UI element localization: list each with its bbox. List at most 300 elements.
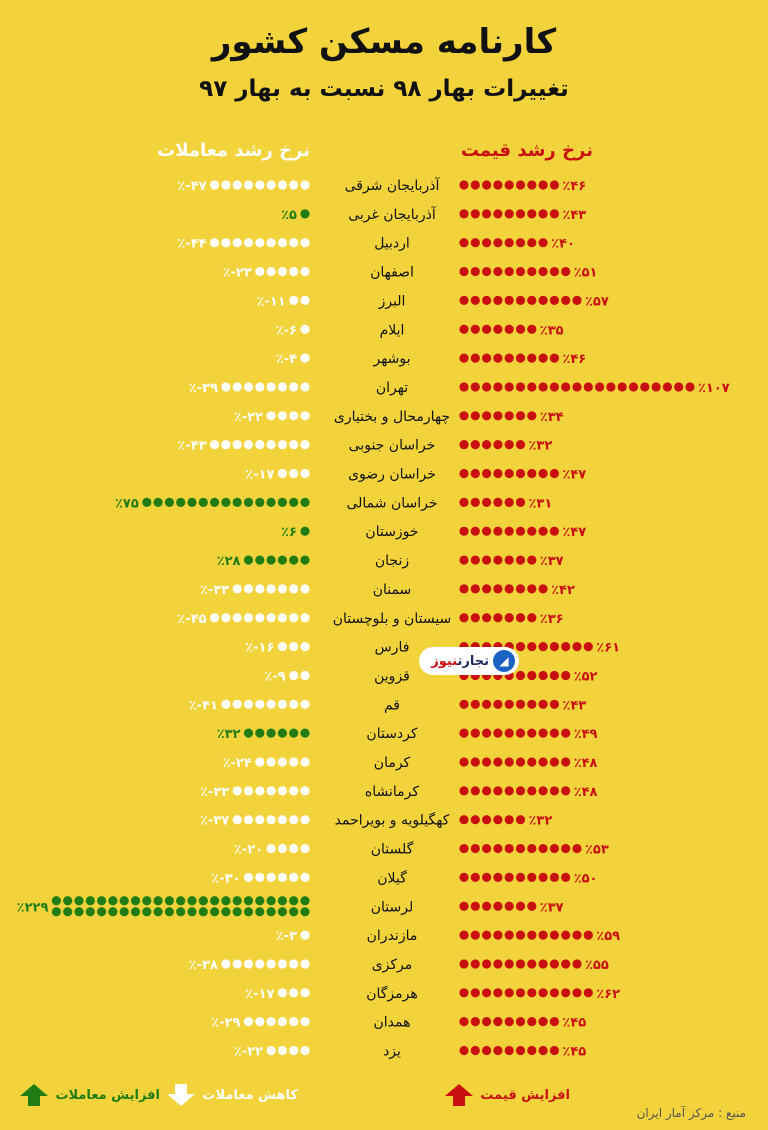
price-dot xyxy=(505,988,514,997)
price-value-label: ٪۳۲ xyxy=(528,438,553,454)
price-dot xyxy=(459,354,468,363)
price-dot xyxy=(471,296,480,305)
watermark-logo xyxy=(419,647,519,675)
transaction-dot xyxy=(244,873,253,882)
price-dot xyxy=(482,844,491,853)
transaction-dot xyxy=(120,896,129,905)
transaction-dot xyxy=(165,907,174,916)
price-dot xyxy=(539,959,548,968)
price-dot xyxy=(550,988,559,997)
price-dot xyxy=(584,642,593,651)
transaction-dot xyxy=(244,786,253,795)
price-dot xyxy=(527,729,536,738)
transaction-dot xyxy=(221,613,230,622)
transaction-value-label: ٪-۱۶ xyxy=(245,640,275,656)
transaction-dot xyxy=(278,786,287,795)
price-dot xyxy=(471,757,480,766)
transaction-dot xyxy=(244,613,253,622)
price-dot xyxy=(527,354,536,363)
price-dot xyxy=(459,469,468,478)
transaction-dot xyxy=(108,907,117,916)
price-dot xyxy=(539,209,548,218)
price-value-label: ٪۴۷ xyxy=(562,467,587,483)
price-dot xyxy=(527,1017,536,1026)
price-dot xyxy=(505,1046,514,1055)
transaction-value-label: ٪-۴۵ xyxy=(177,611,207,627)
transaction-dot xyxy=(289,411,298,420)
transaction-dot xyxy=(267,1046,276,1055)
transaction-dot xyxy=(221,959,230,968)
transaction-value-label: ٪-۳۹ xyxy=(188,380,218,396)
transaction-dot xyxy=(278,267,287,276)
price-value-label: ٪۴۲ xyxy=(551,582,575,598)
chart-subtitle: تغییرات بهار ۹۸ نسبت به بهار ۹۷ xyxy=(199,76,569,102)
legend-price-increase xyxy=(444,1083,570,1107)
price-dot xyxy=(482,267,491,276)
price-dot xyxy=(482,815,491,824)
price-dot xyxy=(527,267,536,276)
price-dot xyxy=(471,584,480,593)
transaction-dot xyxy=(199,896,208,905)
price-dot xyxy=(550,354,559,363)
transaction-dot xyxy=(154,498,163,507)
price-dot xyxy=(505,786,514,795)
price-dot xyxy=(482,931,491,940)
transaction-dot xyxy=(300,873,309,882)
price-value-label: ٪۵۳ xyxy=(585,842,609,858)
price-dot xyxy=(550,959,559,968)
transaction-dot xyxy=(289,1017,298,1026)
price-dot xyxy=(505,555,514,564)
price-value-label: ٪۵۰ xyxy=(573,871,598,887)
price-dot xyxy=(471,931,480,940)
transaction-dot xyxy=(289,671,298,680)
price-dot xyxy=(459,411,468,420)
price-dot xyxy=(505,757,514,766)
price-dot xyxy=(459,729,468,738)
price-dot xyxy=(572,382,581,391)
price-dot xyxy=(539,873,548,882)
price-dot xyxy=(459,700,468,709)
price-dot xyxy=(459,209,468,218)
province-label: اصفهان xyxy=(370,264,414,281)
transaction-dot xyxy=(278,613,287,622)
transaction-value-label: ٪-۴۷ xyxy=(177,179,207,194)
price-value-label: ٪۵۱ xyxy=(573,265,598,281)
price-value-label: ٪۴۹ xyxy=(573,727,598,743)
price-dot xyxy=(561,959,570,968)
price-dot xyxy=(550,931,559,940)
price-dot xyxy=(471,959,480,968)
price-value-label: ٪۴۵ xyxy=(562,1044,587,1060)
price-dot xyxy=(539,469,548,478)
transaction-dot xyxy=(244,382,253,391)
price-dot xyxy=(539,296,548,305)
legend-price-label: افزایش قیمت xyxy=(480,1087,570,1103)
price-dot xyxy=(505,527,514,536)
province-label: گیلان xyxy=(377,870,407,887)
transaction-dot xyxy=(187,907,196,916)
price-dot xyxy=(516,1017,525,1026)
price-dot xyxy=(527,959,536,968)
price-dot xyxy=(471,555,480,564)
transaction-dot xyxy=(278,180,287,189)
price-dot xyxy=(471,700,480,709)
price-dot xyxy=(516,844,525,853)
transaction-dot xyxy=(289,382,298,391)
price-dot xyxy=(527,180,536,189)
price-dot xyxy=(663,382,672,391)
price-dot xyxy=(493,815,502,824)
transaction-dot xyxy=(233,180,242,189)
transaction-dot xyxy=(300,469,309,478)
price-dot xyxy=(459,238,468,247)
price-dot xyxy=(459,527,468,536)
transaction-dot xyxy=(289,555,298,564)
transaction-dot xyxy=(267,700,276,709)
logo-mark-icon: ◢ xyxy=(493,650,515,672)
transaction-dot xyxy=(289,757,298,766)
price-dot xyxy=(505,180,514,189)
price-dot xyxy=(561,786,570,795)
province-label: تهران xyxy=(375,379,409,396)
price-dot xyxy=(550,527,559,536)
price-dot xyxy=(550,1046,559,1055)
transaction-dot xyxy=(300,671,309,680)
price-dot xyxy=(471,498,480,507)
transaction-value-label: ٪-۳۰ xyxy=(211,871,241,887)
price-dot xyxy=(493,382,502,391)
transaction-dot xyxy=(142,896,151,905)
price-dot xyxy=(471,440,480,449)
transaction-dot xyxy=(300,613,309,622)
price-dot xyxy=(539,382,548,391)
transaction-dot xyxy=(278,729,287,738)
price-dot xyxy=(550,671,559,680)
price-dot xyxy=(550,267,559,276)
province-label: مازندران xyxy=(366,928,418,945)
transaction-dot xyxy=(300,896,309,905)
price-dot xyxy=(505,209,514,218)
price-dot xyxy=(561,988,570,997)
transaction-value-label: ٪-۴ xyxy=(275,352,297,368)
transaction-value-label: ٪-۴۳ xyxy=(177,438,207,454)
price-dot xyxy=(561,671,570,680)
price-dot xyxy=(459,267,468,276)
price-dot xyxy=(482,555,491,564)
price-value-label: ٪۴۵ xyxy=(562,1015,587,1031)
transaction-dot xyxy=(267,959,276,968)
price-dot xyxy=(539,180,548,189)
transaction-dot xyxy=(221,180,230,189)
transaction-dot xyxy=(289,786,298,795)
transaction-dot xyxy=(176,896,185,905)
price-value-label: ٪۴۳ xyxy=(562,698,587,714)
province-label: کردستان xyxy=(366,726,418,743)
price-dot xyxy=(482,1017,491,1026)
price-dot xyxy=(561,844,570,853)
transaction-dot xyxy=(300,844,309,853)
price-dot xyxy=(459,584,468,593)
price-dot xyxy=(482,498,491,507)
price-dot xyxy=(493,613,502,622)
transaction-value-label: ٪-۲۲ xyxy=(233,409,264,425)
transaction-value-label: ٪-۲۰ xyxy=(233,842,264,858)
price-dot xyxy=(674,382,683,391)
transaction-dot xyxy=(221,700,230,709)
price-dot xyxy=(471,209,480,218)
price-dot xyxy=(459,325,468,334)
price-dot xyxy=(482,1046,491,1055)
transaction-dot xyxy=(289,642,298,651)
price-dot xyxy=(516,527,525,536)
transaction-dot xyxy=(278,988,287,997)
price-dot xyxy=(505,325,514,334)
transaction-dot xyxy=(289,440,298,449)
price-dot xyxy=(527,873,536,882)
transaction-dot xyxy=(187,896,196,905)
price-dot xyxy=(493,931,502,940)
transaction-value-label: ٪-۴۴ xyxy=(177,236,207,252)
price-dot xyxy=(459,959,468,968)
transaction-dot xyxy=(74,907,83,916)
transaction-dot xyxy=(278,757,287,766)
transaction-dot xyxy=(289,907,298,916)
transaction-dot xyxy=(233,498,242,507)
price-dot xyxy=(572,931,581,940)
transaction-dot xyxy=(267,815,276,824)
price-dot xyxy=(482,757,491,766)
transaction-dot xyxy=(289,613,298,622)
transaction-dot xyxy=(289,1046,298,1055)
province-label: اردبیل xyxy=(374,235,410,252)
price-dot xyxy=(493,729,502,738)
province-label: مرکزی xyxy=(371,956,413,973)
price-dot xyxy=(516,354,525,363)
transaction-dot xyxy=(244,959,253,968)
province-label: خراسان جنوبی xyxy=(348,437,436,454)
price-dot xyxy=(505,382,514,391)
transaction-dot xyxy=(176,498,185,507)
transaction-dot xyxy=(142,498,151,507)
price-dot xyxy=(505,440,514,449)
transaction-dot xyxy=(131,907,140,916)
transaction-dot xyxy=(267,896,276,905)
transaction-dot xyxy=(267,555,276,564)
transaction-dot xyxy=(255,267,264,276)
price-dot xyxy=(471,267,480,276)
transaction-dot xyxy=(267,757,276,766)
transaction-dot xyxy=(300,988,309,997)
transaction-dot xyxy=(300,959,309,968)
transaction-dot xyxy=(244,498,253,507)
price-dot xyxy=(459,815,468,824)
price-dot xyxy=(471,411,480,420)
transaction-dot xyxy=(289,180,298,189)
province-label: لرستان xyxy=(370,899,414,916)
price-dot xyxy=(595,382,604,391)
price-dot xyxy=(493,959,502,968)
transaction-dot xyxy=(289,988,298,997)
price-dot xyxy=(471,354,480,363)
price-dot xyxy=(516,440,525,449)
transaction-dot xyxy=(267,498,276,507)
price-dot xyxy=(459,757,468,766)
price-dot xyxy=(505,613,514,622)
price-dot xyxy=(516,1046,525,1055)
up-arrow-green-icon xyxy=(19,1083,49,1107)
transaction-dot xyxy=(300,527,309,536)
price-dot xyxy=(482,988,491,997)
price-dot xyxy=(459,555,468,564)
transaction-dot xyxy=(233,440,242,449)
transaction-dot xyxy=(210,238,219,247)
price-dot xyxy=(572,988,581,997)
price-dot xyxy=(482,729,491,738)
province-label: البرز xyxy=(378,293,406,310)
transaction-dot xyxy=(233,959,242,968)
transaction-dot xyxy=(210,180,219,189)
transaction-dot xyxy=(300,296,309,305)
price-dot xyxy=(516,238,525,247)
price-dot xyxy=(505,469,514,478)
transaction-value-label: ٪۶ xyxy=(281,525,297,541)
transaction-dot xyxy=(300,238,309,247)
transaction-dot xyxy=(300,498,309,507)
transaction-dot xyxy=(233,907,242,916)
price-dot xyxy=(471,527,480,536)
price-dot xyxy=(459,988,468,997)
price-dot xyxy=(516,584,525,593)
price-dot xyxy=(561,296,570,305)
price-dot xyxy=(471,382,480,391)
transaction-dot xyxy=(221,382,230,391)
transaction-value-label: ٪-۶ xyxy=(275,323,297,339)
transaction-dot xyxy=(278,700,287,709)
transaction-value-label: ٪-۲۴ xyxy=(222,756,252,771)
price-dot xyxy=(505,1017,514,1026)
price-dot xyxy=(561,642,570,651)
price-dot xyxy=(493,700,502,709)
price-dot xyxy=(539,1046,548,1055)
price-dot xyxy=(527,902,536,911)
province-label: قم xyxy=(383,697,401,714)
price-dot xyxy=(539,988,548,997)
transaction-dot xyxy=(300,354,309,363)
price-dot xyxy=(482,613,491,622)
transaction-dot xyxy=(255,896,264,905)
price-dot xyxy=(527,786,536,795)
transaction-dot xyxy=(52,907,61,916)
province-label: بوشهر xyxy=(373,351,411,368)
price-dot xyxy=(505,296,514,305)
price-dot xyxy=(505,700,514,709)
transaction-dot xyxy=(278,238,287,247)
price-dot xyxy=(527,555,536,564)
up-arrow-red-icon xyxy=(444,1083,474,1107)
transaction-dot xyxy=(255,180,264,189)
transaction-dot xyxy=(97,896,106,905)
price-dot xyxy=(471,786,480,795)
price-dot xyxy=(493,555,502,564)
price-dot xyxy=(493,296,502,305)
price-dot xyxy=(516,325,525,334)
transaction-dot xyxy=(267,873,276,882)
price-dot xyxy=(516,642,525,651)
price-dot xyxy=(527,209,536,218)
transaction-dot xyxy=(233,613,242,622)
price-dot xyxy=(652,382,661,391)
price-dot xyxy=(527,988,536,997)
transaction-value-label: ٪۵ xyxy=(281,207,297,223)
price-dot xyxy=(493,902,502,911)
transaction-dot xyxy=(176,907,185,916)
price-dot xyxy=(471,613,480,622)
price-dot xyxy=(482,440,491,449)
price-dot xyxy=(550,757,559,766)
price-value-label: ٪۳۷ xyxy=(539,554,564,570)
price-dot xyxy=(550,729,559,738)
transaction-dot xyxy=(289,844,298,853)
price-dot xyxy=(471,988,480,997)
transaction-dot xyxy=(154,896,163,905)
price-dot xyxy=(539,931,548,940)
price-dot xyxy=(505,498,514,507)
transaction-dot xyxy=(221,498,230,507)
province-label: ایلام xyxy=(379,322,405,339)
price-dot xyxy=(550,180,559,189)
logo-text: تجارتنیوز xyxy=(431,653,489,669)
price-value-label: ٪۵۹ xyxy=(596,929,621,945)
transaction-value-label: ٪-۲۲ xyxy=(233,1044,264,1060)
price-dot xyxy=(505,267,514,276)
price-dot xyxy=(516,411,525,420)
price-dot xyxy=(527,469,536,478)
price-dot xyxy=(516,671,525,680)
price-dot xyxy=(516,382,525,391)
price-dot xyxy=(471,1046,480,1055)
price-dot xyxy=(471,902,480,911)
transaction-dot xyxy=(300,584,309,593)
price-value-label: ٪۳۱ xyxy=(528,496,553,512)
price-dot xyxy=(471,325,480,334)
price-dot xyxy=(527,584,536,593)
transaction-dot xyxy=(278,1017,287,1026)
price-dot xyxy=(471,873,480,882)
price-dot xyxy=(527,296,536,305)
transaction-dot xyxy=(131,896,140,905)
transaction-dot xyxy=(244,896,253,905)
price-dot xyxy=(516,757,525,766)
transaction-dot xyxy=(86,907,95,916)
transaction-dot xyxy=(255,907,264,916)
price-dot xyxy=(493,844,502,853)
price-value-label: ٪۴۶ xyxy=(562,179,587,194)
transaction-dot xyxy=(267,267,276,276)
province-label: آذربایجان غربی xyxy=(348,206,436,223)
transaction-dot xyxy=(278,440,287,449)
price-dot xyxy=(459,382,468,391)
price-dot xyxy=(493,498,502,507)
transaction-dot xyxy=(278,815,287,824)
price-dot xyxy=(550,844,559,853)
transaction-dot xyxy=(300,1046,309,1055)
province-label: زنجان xyxy=(374,553,410,570)
price-dot xyxy=(539,642,548,651)
price-dot xyxy=(471,729,480,738)
price-dot xyxy=(493,325,502,334)
price-dot xyxy=(561,382,570,391)
